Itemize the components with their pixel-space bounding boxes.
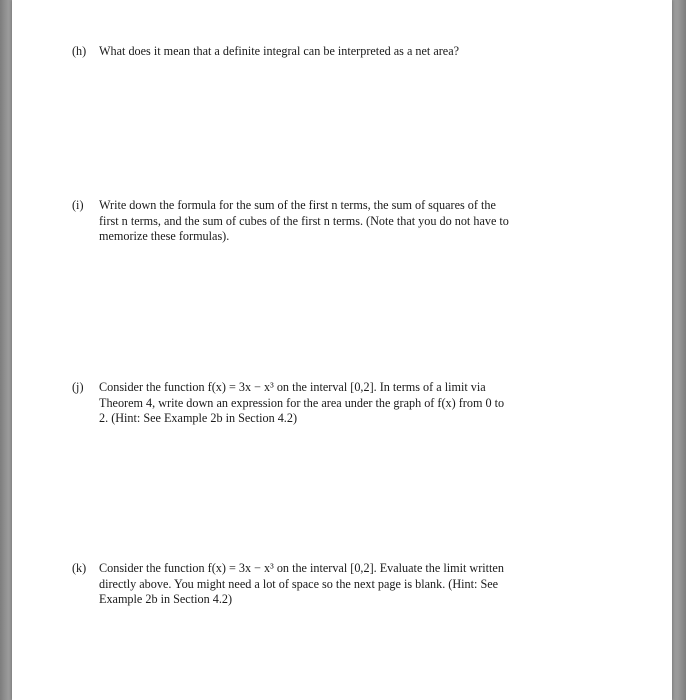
question-label: (i) [72,198,84,212]
question-text-line: directly above. You might need a lot of space so the next page is blank. (Hint: See [99,576,499,591]
question-label: (k) [72,561,87,575]
document-page [12,0,672,700]
question-text-line: first n terms, and the sum of cubes of the first n terms. (Note that you do not have to [99,213,509,228]
question-text-line: 2. (Hint: See Example 2b in Section 4.2) [99,411,298,425]
question-text-line: memorize these formulas). [99,229,230,243]
question-text-line: Consider the function f(x) = 3x − x³ on the interval [0,2]. In terms of a limit via [99,380,486,394]
question-text-line: Theorem 4, write down an expression for the area under the graph of f(x) from 0 to [99,395,505,410]
question-h [72,44,599,60]
question-i [72,198,599,245]
question-label: (j) [72,380,84,394]
question-text-line: Consider the function f(x) = 3x − x³ on the interval [0,2]. Evaluate the limit written [99,561,504,575]
question-text-line: Example 2b in Section 4.2) [99,592,233,606]
question-k [72,561,599,608]
question-j [72,380,599,427]
question-text-line: What does it mean that a definite integral can be interpreted as a net area? [99,44,460,58]
question-text-line: Write down the formula for the sum of the first n terms, the sum of squares of the [99,198,496,212]
question-label: (h) [72,44,87,58]
